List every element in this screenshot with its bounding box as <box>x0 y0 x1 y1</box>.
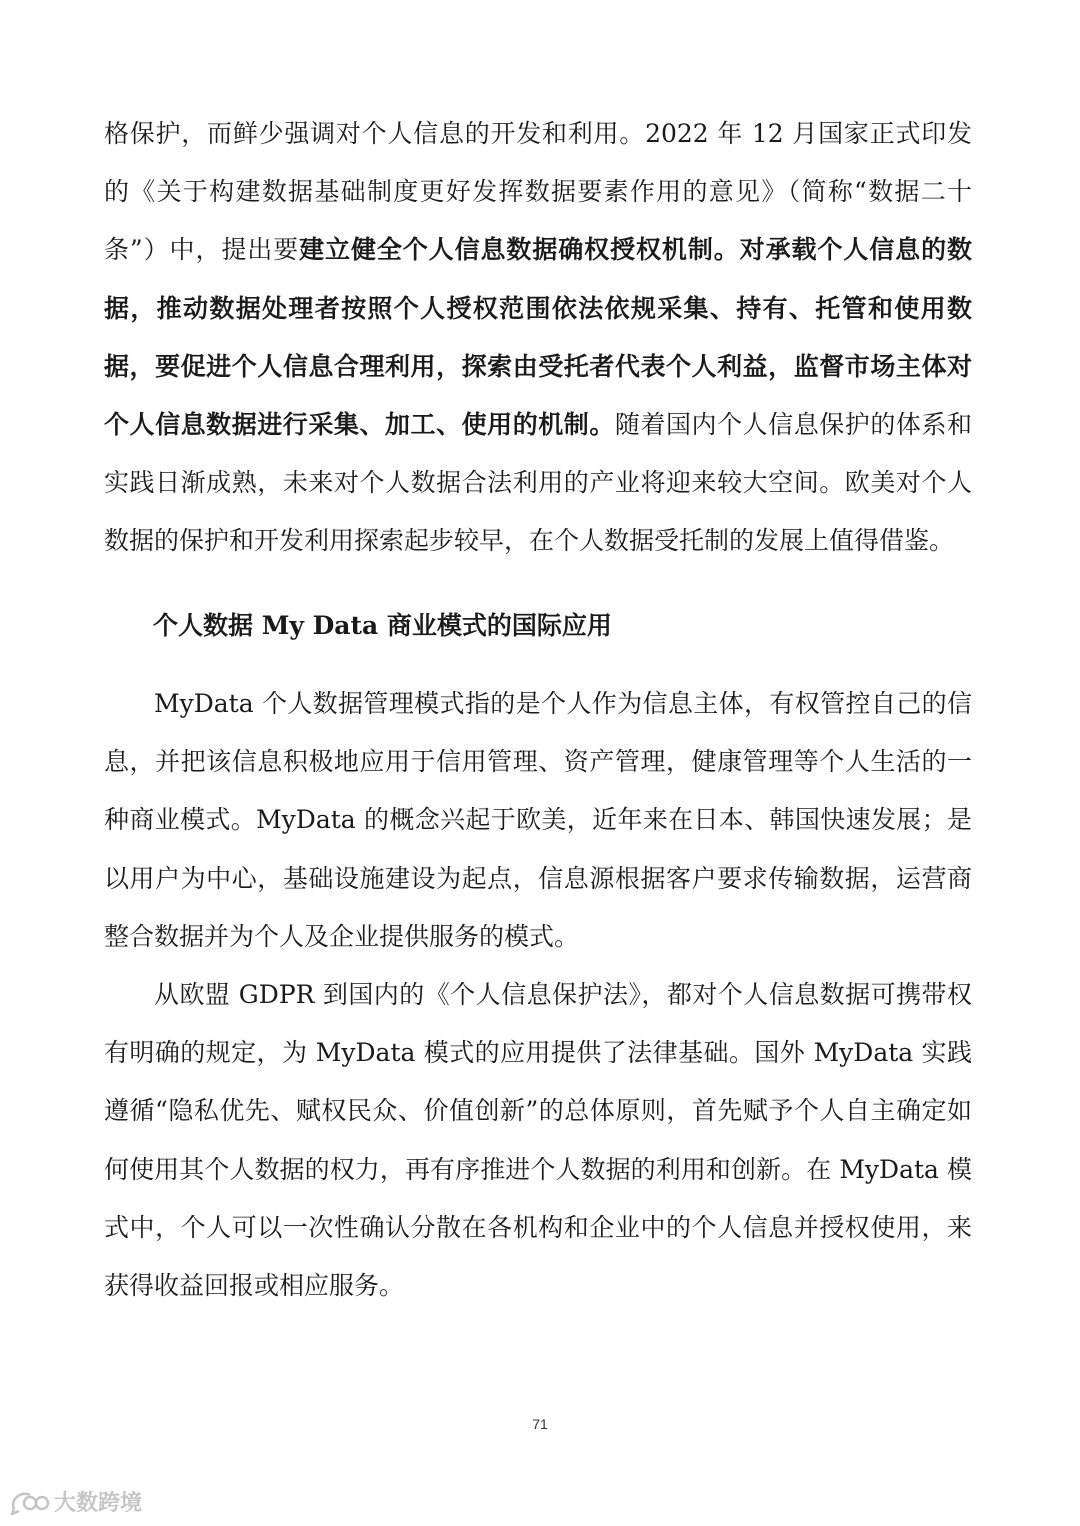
body-paragraph-3: 从欧盟 GDPR 到国内的《个人信息保护法》，都对个人信息数据可携带权有明确的规定，为 MyData 模式的应用提供了法律基础。国外 MyData 实践遵循“隐私优先、赋权民众、价值创新”的总体原则，首先赋予个人自主确定如何使用其个人数据的权力，再有序推进个人数据的利用和创新。在 MyData 模式中，个人可以一次性确认分散在各机构和企业中的个人信息并授权使用，来获得收益回报或相应服务。 <box>104 980 972 1301</box>
paragraph-1-text-run-2: 随着国内个人信息保护的体系和实践日渐成熟，未来对个人数据合法利用的产业将迎来较大空间。欧美对个人数据的保护和开发利用探索起步较早，在个人数据受托制的发展上值得借鉴。 <box>104 410 972 556</box>
section-heading: 个人数据 My Data 商业模式的国际应用 <box>153 611 612 640</box>
watermark <box>10 1486 142 1517</box>
page-number: 71 <box>532 1416 548 1432</box>
speech-bubble-logo-icon <box>10 1489 50 1515</box>
watermark-text: 大数跨境 <box>54 1491 143 1516</box>
paragraph-1-text-run: 格保护，而鲜少强调对个人信息的开发和利用。2022 年 12 月国家正式印发的《关于构建数据基础制度更好发挥数据要素作用的意见》（简称“数据二十条”）中，提出要 <box>104 119 972 265</box>
body-paragraph-2: MyData 个人数据管理模式指的是个人作为信息主体，有权管控自己的信息，并把该信息积极地应用于信用管理、资产管理，健康管理等个人生活的一种商业模式。MyData 的概念兴起于欧美，近年来在日本、韩国快速发展；是以用户为中心，基础设施建设为起点，信息源根据客户要求传输数据，运营商整合数据并为个人及企业提供服务的模式。 <box>104 689 972 951</box>
body-paragraph-1 <box>104 105 972 571</box>
paragraph-1-bold-run: 建立健全个人信息数据确权授权机制。对承载个人信息的数据，推动数据处理者按照个人授权范围依法依规采集、持有、托管和使用数据，要促进个人信息合理利用，探索由受托者代表个人利益，监督市场主体对个人信息数据进行采集、加工、使用的机制。 <box>104 235 972 440</box>
